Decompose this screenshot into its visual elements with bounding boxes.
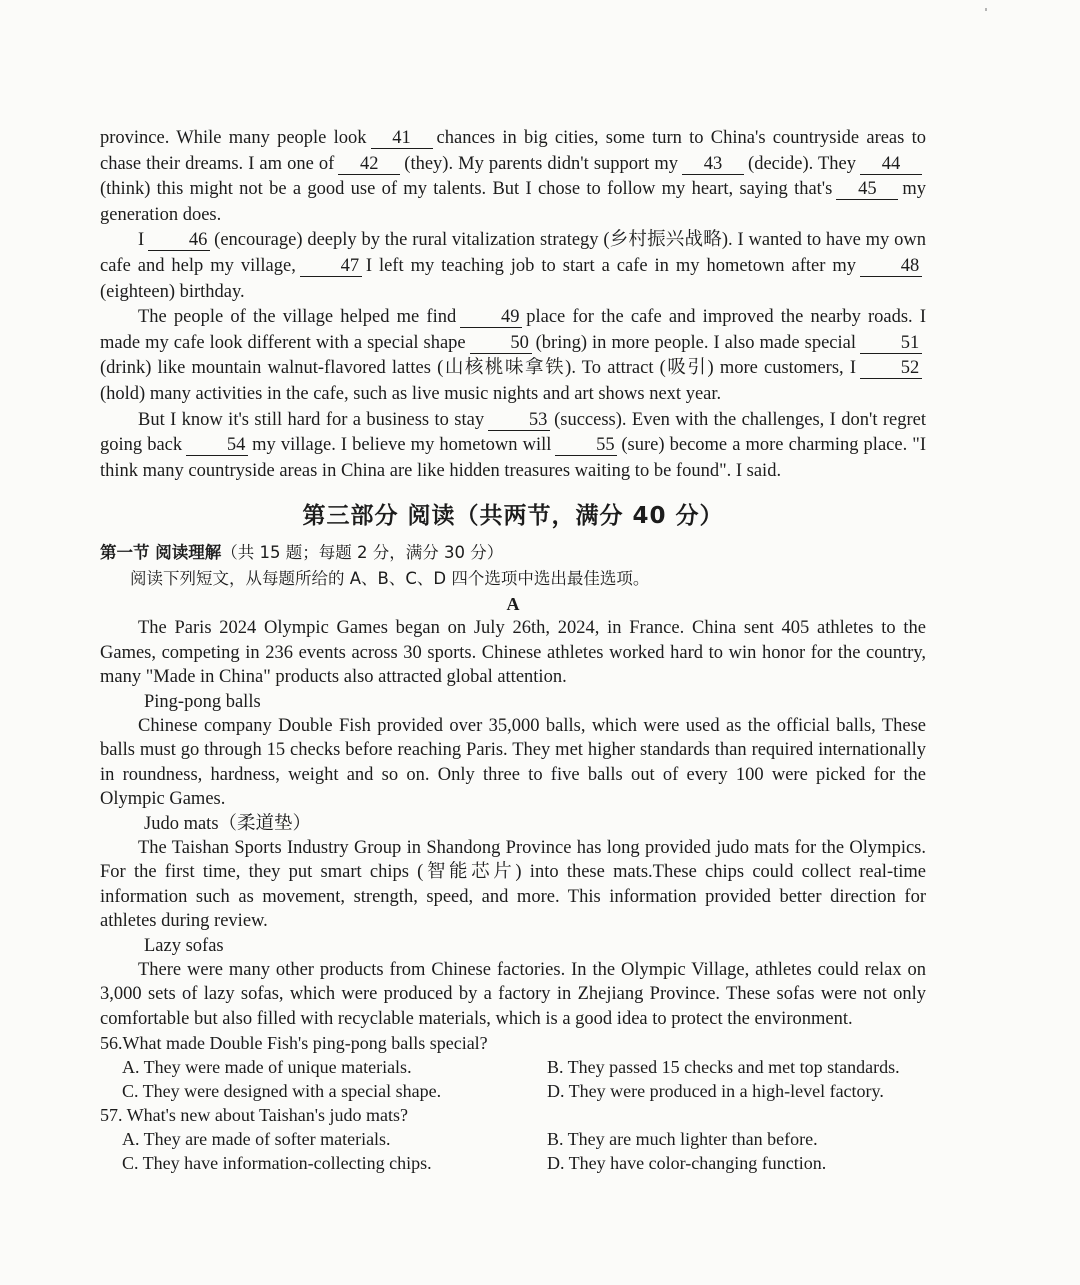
paragraph-lazy-sofas: There were many other products from Chinese factories. In the Olympic Village, athletes could relax on 3,000 sets of lazy sofas, which were produced by a factory in Zhejiang Province. These sofas were not only comfortable but also filled with recyclable materials, which is a good idea to protect the environment.: [100, 960, 926, 1029]
blank-46: 46: [148, 231, 210, 251]
section-title: 第一节 阅读理解: [100, 543, 222, 563]
cloze-text: chances in big cities, some turn to China's countryside areas to chase their dreams. I am one of: [100, 128, 926, 174]
section-one-heading: [100, 540, 926, 566]
blank-41: 41: [371, 129, 433, 149]
subheading-lazy-sofas: Lazy sofas: [144, 935, 224, 956]
option-c: C. They have information-collecting chips.: [122, 1153, 432, 1174]
blank-48: 48: [860, 257, 922, 277]
cloze-text: The people of the village helped me find: [138, 307, 457, 328]
cloze-paragraph-2: [100, 228, 926, 305]
cloze-text: (they). My parents didn't support my: [404, 153, 679, 174]
cloze-text: my generation does.: [100, 179, 926, 225]
blank-44: 44: [860, 155, 922, 175]
blank-47: 47: [300, 257, 362, 277]
blank-42: 42: [338, 155, 400, 175]
cloze-text: (think) this might not be a good use of my talents. But I chose to follow my heart, saying that's: [100, 179, 833, 200]
cloze-text: (bring) in more people. I also made special: [535, 332, 856, 353]
question-57: [100, 1103, 926, 1175]
blank-51: 51: [860, 334, 922, 354]
scan-speck: [985, 8, 987, 11]
cloze-text: (success). Even with the challenges, I don't regret going back: [100, 409, 926, 456]
option-grid: [100, 1127, 926, 1175]
option-b: B. They are much lighter than before.: [547, 1129, 818, 1150]
option-d: D. They were produced in a high-level factory.: [547, 1081, 884, 1102]
blank-43: 43: [682, 155, 744, 175]
option-b: B. They passed 15 checks and met top standards.: [547, 1057, 900, 1078]
section-instruction: 阅读下列短文，从每题所给的 A、B、C、D 四个选项中选出最佳选项。: [130, 569, 650, 589]
cloze-text: my village. I believe my hometown will: [252, 435, 552, 456]
blank-54: 54: [186, 436, 248, 456]
blank-53: 53: [488, 411, 550, 431]
option-c: C. They were designed with a special shape.: [122, 1081, 442, 1102]
cloze-paragraph-4: [100, 408, 926, 485]
cloze-text: (hold) many activities in the cafe, such as live music nights and art shows next year.: [100, 383, 722, 404]
cloze-text: I left my teaching job to start a cafe in my hometown after my: [365, 255, 857, 276]
cloze-text: (decide). They: [748, 153, 856, 174]
cloze-text: But I know it's still hard for a business to stay: [138, 409, 485, 430]
option-a: A. They were made of unique materials.: [122, 1057, 412, 1078]
part-three-title: 第三部分 阅读（共两节，满分 40 分）: [302, 503, 724, 530]
subheading-judo-mats: Judo mats（柔道垫）: [144, 813, 312, 834]
blank-45: 45: [836, 180, 898, 200]
blank-52: 52: [860, 359, 922, 379]
exam-page: [100, 126, 926, 1175]
cloze-paragraph-1: [100, 126, 926, 228]
cloze-text: (drink) like mountain walnut-flavored lattes (山核桃味拿铁). To attract (吸引) more customers, I: [100, 358, 856, 379]
option-a: A. They are made of softer materials.: [122, 1129, 391, 1150]
reading-passage: [100, 616, 926, 1031]
cloze-text: province. While many people look: [100, 128, 367, 148]
blank-50: 50: [470, 334, 532, 354]
cloze-text: I: [138, 230, 145, 251]
subheading-ping-pong: Ping-pong balls: [144, 691, 261, 712]
cloze-paragraph-3: [100, 305, 926, 407]
question-56: [100, 1031, 926, 1103]
passage-label: A: [506, 594, 520, 615]
cloze-text: (encourage) deeply by the rural vitalization strategy (乡村振兴战略). I wanted to have my own cafe and help my village,: [100, 230, 926, 276]
section-detail: （共 15 题；每题 2 分，满分 30 分）: [221, 543, 504, 563]
question-stem: 57. What's new about Taishan's judo mats?: [100, 1105, 409, 1126]
option-d: D. They have color-changing function.: [547, 1153, 827, 1174]
paragraph-judo-mats: The Taishan Sports Industry Group in Shandong Province has long provided judo mats for the Olympics. For the first time, they put smart chips (智能芯片) into these mats.These chips could collect real-time information such as movement, strength, speed, and more. This information provided better direction for athletes during review.: [100, 837, 926, 932]
cloze-text: place for the cafe and improved the nearby roads. I made my cafe look different with a special shape: [100, 307, 926, 353]
blank-55: 55: [555, 436, 617, 456]
passage-intro: The Paris 2024 Olympic Games began on July 26th, 2024, in France. China sent 405 athletes to the Games, competing in 236 events across 30 sports. Chinese athletes worked hard to win honor for the country, many "Made in China" products also attracted global attention.: [100, 618, 926, 688]
cloze-text: (sure) become a more charming place. "I think many countryside areas in China are like hidden treasures waiting to be found". I said.: [100, 435, 926, 481]
blank-49: 49: [460, 308, 522, 328]
paragraph-ping-pong: Chinese company Double Fish provided over 35,000 balls, which were used as the official balls, These balls must go through 15 checks before reaching Paris. They met higher standards than required internationally in roundness, hardness, weight and so on. Only three to five balls out of every 100 were picked for the Olympic Games.: [100, 715, 926, 810]
option-grid: [100, 1055, 926, 1103]
question-stem: 56.What made Double Fish's ping-pong balls special?: [100, 1033, 488, 1054]
cloze-text: (eighteen) birthday.: [100, 281, 245, 302]
